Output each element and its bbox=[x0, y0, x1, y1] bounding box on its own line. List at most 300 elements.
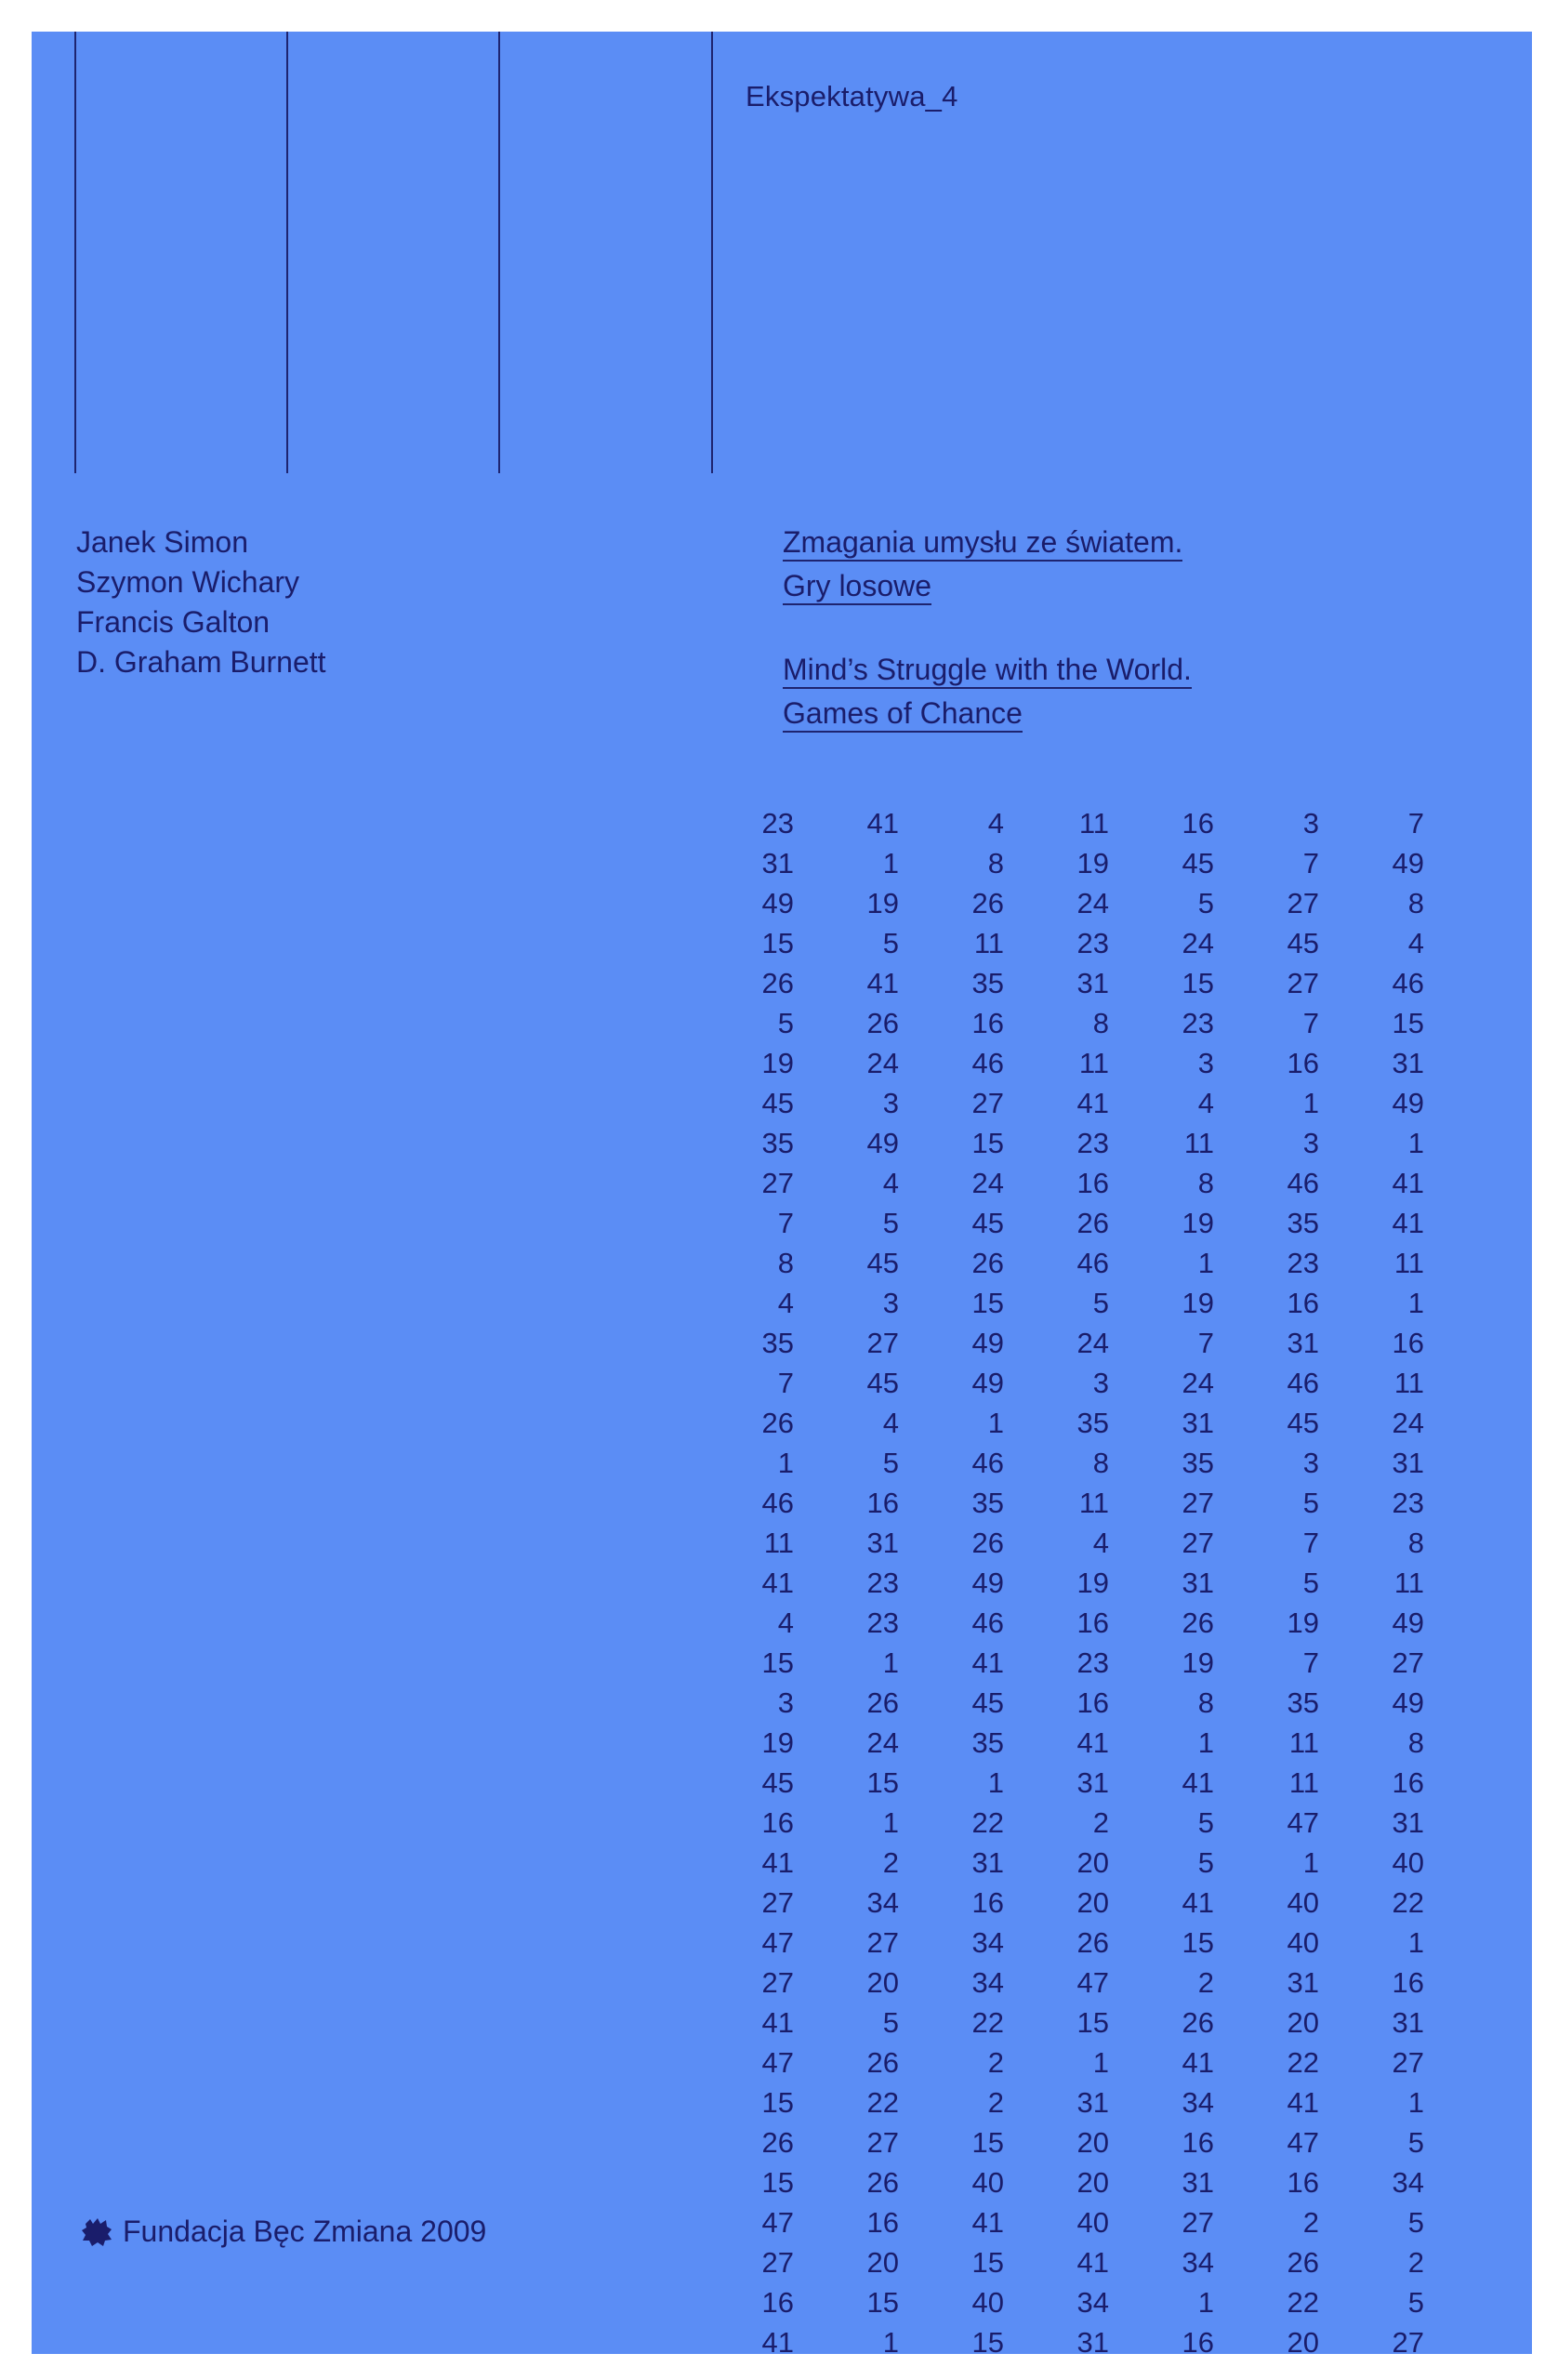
table-row bbox=[738, 2322, 1424, 2362]
number-cell: 24 bbox=[1076, 886, 1109, 919]
number-cell: 5 bbox=[777, 1006, 794, 1039]
number-cell: 26 bbox=[1287, 2245, 1319, 2279]
number-cell: 31 bbox=[971, 1845, 1004, 1879]
number-cell: 31 bbox=[1182, 1406, 1214, 1439]
number-cell: 5 bbox=[1407, 2125, 1424, 2159]
number-cell: 19 bbox=[1182, 1286, 1214, 1319]
number-cell: 2 bbox=[882, 1845, 899, 1879]
number-cell: 5 bbox=[1197, 1805, 1214, 1839]
number-cell: 22 bbox=[971, 1805, 1004, 1839]
number-cell: 35 bbox=[1287, 1206, 1319, 1239]
number-cell: 49 bbox=[971, 1326, 1004, 1359]
number-cell: 34 bbox=[971, 1925, 1004, 1959]
book-titles bbox=[783, 522, 1192, 737]
table-row bbox=[738, 1643, 1424, 1683]
number-cell: 16 bbox=[761, 1805, 794, 1839]
number-cell: 31 bbox=[1076, 2325, 1109, 2359]
number-cell: 7 bbox=[777, 1206, 794, 1239]
number-cell: 41 bbox=[761, 2005, 794, 2039]
number-cell: 26 bbox=[971, 1526, 1004, 1559]
number-cell: 1 bbox=[777, 1446, 794, 1479]
number-cell: 16 bbox=[1076, 1686, 1109, 1719]
number-cell: 41 bbox=[1182, 1765, 1214, 1799]
table-row bbox=[738, 963, 1424, 1003]
number-cell: 15 bbox=[1392, 1006, 1424, 1039]
number-cell: 47 bbox=[761, 2045, 794, 2079]
number-cell: 23 bbox=[1076, 1646, 1109, 1679]
number-cell: 1 bbox=[1302, 1086, 1319, 1119]
number-cell: 1 bbox=[882, 2325, 899, 2359]
author-list bbox=[76, 522, 326, 682]
table-row bbox=[738, 803, 1424, 843]
number-cell: 46 bbox=[971, 1446, 1004, 1479]
number-cell: 16 bbox=[1287, 2165, 1319, 2199]
number-cell: 20 bbox=[866, 1965, 899, 1999]
english-title-line-2: Games of Chance bbox=[783, 695, 1023, 733]
number-cell: 31 bbox=[1392, 1805, 1424, 1839]
number-cell: 35 bbox=[971, 1726, 1004, 1759]
number-cell: 5 bbox=[1302, 1486, 1319, 1519]
number-cell: 26 bbox=[761, 966, 794, 999]
number-cell: 40 bbox=[1076, 2205, 1109, 2239]
number-cell: 3 bbox=[1302, 1446, 1319, 1479]
number-cell: 1 bbox=[882, 1805, 899, 1839]
book-cover bbox=[32, 32, 1532, 2359]
number-cell: 35 bbox=[761, 1126, 794, 1159]
number-cell: 7 bbox=[1407, 806, 1424, 840]
number-cell: 15 bbox=[761, 2165, 794, 2199]
number-cell: 27 bbox=[1392, 2325, 1424, 2359]
number-cell: 16 bbox=[1392, 1765, 1424, 1799]
publisher-name: Fundacja Bęc Zmiana 2009 bbox=[123, 2215, 487, 2248]
table-row bbox=[738, 1883, 1424, 1923]
english-title-line-1: Mind’s Struggle with the World. bbox=[783, 652, 1192, 689]
number-cell: 27 bbox=[761, 1885, 794, 1919]
table-row bbox=[738, 1843, 1424, 1883]
number-cell: 1 bbox=[1302, 1845, 1319, 1879]
number-cell: 35 bbox=[971, 966, 1004, 999]
number-cell: 27 bbox=[761, 1166, 794, 1199]
number-cell: 23 bbox=[761, 806, 794, 840]
table-row bbox=[738, 1963, 1424, 2003]
number-cell: 31 bbox=[1076, 966, 1109, 999]
number-cell: 23 bbox=[1287, 1246, 1319, 1279]
number-cell: 26 bbox=[866, 1686, 899, 1719]
number-cell: 19 bbox=[1076, 1566, 1109, 1599]
number-cell: 11 bbox=[1393, 1246, 1424, 1279]
number-cell: 1 bbox=[1197, 1246, 1214, 1279]
number-cell: 49 bbox=[971, 1566, 1004, 1599]
number-cell: 41 bbox=[1076, 1726, 1109, 1759]
table-row bbox=[738, 1603, 1424, 1643]
number-cell: 22 bbox=[971, 2005, 1004, 2039]
table-row bbox=[738, 1243, 1424, 1283]
table-row bbox=[738, 1923, 1424, 1963]
author-name: Janek Simon bbox=[76, 525, 248, 559]
number-cell: 26 bbox=[761, 2125, 794, 2159]
table-row bbox=[738, 1083, 1424, 1123]
number-cell: 11 bbox=[1393, 1366, 1424, 1399]
number-cell: 35 bbox=[1076, 1406, 1109, 1439]
number-cell: 23 bbox=[866, 1566, 899, 1599]
number-cell: 45 bbox=[866, 1366, 899, 1399]
number-cell: 46 bbox=[1392, 966, 1424, 999]
publisher-logo-icon bbox=[80, 2216, 113, 2248]
number-cell: 15 bbox=[1076, 2005, 1109, 2039]
table-row bbox=[738, 923, 1424, 963]
number-cell: 8 bbox=[1407, 1526, 1424, 1559]
number-cell: 27 bbox=[866, 1925, 899, 1959]
number-cell: 31 bbox=[1076, 2085, 1109, 2119]
number-cell: 26 bbox=[1076, 1206, 1109, 1239]
number-cell: 27 bbox=[866, 1326, 899, 1359]
table-row bbox=[738, 2162, 1424, 2202]
number-cell: 11 bbox=[1288, 1765, 1319, 1799]
number-cell: 16 bbox=[1182, 2125, 1214, 2159]
number-cell: 23 bbox=[1076, 1126, 1109, 1159]
number-cell: 16 bbox=[1076, 1166, 1109, 1199]
number-cell: 1 bbox=[987, 1406, 1004, 1439]
number-cell: 19 bbox=[1076, 846, 1109, 879]
table-row bbox=[738, 1123, 1424, 1163]
number-cell: 15 bbox=[971, 2245, 1004, 2279]
number-cell: 19 bbox=[866, 886, 899, 919]
polish-title-line-2: Gry losowe bbox=[783, 568, 931, 605]
number-cell: 35 bbox=[1287, 1686, 1319, 1719]
number-cell: 8 bbox=[1407, 1726, 1424, 1759]
number-cell: 40 bbox=[971, 2165, 1004, 2199]
number-cell: 15 bbox=[761, 2085, 794, 2119]
number-cell: 4 bbox=[1092, 1526, 1109, 1559]
number-cell: 31 bbox=[761, 846, 794, 879]
number-cell: 5 bbox=[1302, 1566, 1319, 1599]
vertical-rule-4 bbox=[711, 32, 713, 473]
number-cell: 11 bbox=[973, 926, 1004, 959]
number-cell: 45 bbox=[866, 1246, 899, 1279]
number-cell: 19 bbox=[761, 1046, 794, 1079]
table-row bbox=[738, 1563, 1424, 1603]
number-cell: 20 bbox=[1287, 2005, 1319, 2039]
number-cell: 40 bbox=[1392, 1845, 1424, 1879]
number-cell: 16 bbox=[866, 2205, 899, 2239]
number-cell: 24 bbox=[1076, 1326, 1109, 1359]
author-name: D. Graham Burnett bbox=[76, 645, 326, 679]
table-row bbox=[738, 843, 1424, 883]
number-cell: 1 bbox=[1197, 2285, 1214, 2319]
number-cell: 26 bbox=[761, 1406, 794, 1439]
number-cell: 8 bbox=[987, 846, 1004, 879]
number-cell: 3 bbox=[777, 1686, 794, 1719]
number-cell: 1 bbox=[882, 846, 899, 879]
number-cell: 31 bbox=[1392, 1446, 1424, 1479]
number-cell: 27 bbox=[1182, 2205, 1214, 2239]
number-cell: 2 bbox=[987, 2085, 1004, 2119]
number-cell: 47 bbox=[761, 1925, 794, 1959]
number-cell: 15 bbox=[761, 926, 794, 959]
number-cell: 24 bbox=[1392, 1406, 1424, 1439]
random-number-table bbox=[738, 803, 1424, 2362]
number-cell: 5 bbox=[1407, 2285, 1424, 2319]
table-row bbox=[738, 2122, 1424, 2162]
number-cell: 41 bbox=[1287, 2085, 1319, 2119]
number-cell: 15 bbox=[971, 2325, 1004, 2359]
number-cell: 45 bbox=[971, 1206, 1004, 1239]
number-cell: 7 bbox=[1197, 1326, 1214, 1359]
number-cell: 45 bbox=[971, 1686, 1004, 1719]
table-row bbox=[738, 883, 1424, 923]
number-cell: 3 bbox=[882, 1286, 899, 1319]
number-cell: 23 bbox=[866, 1606, 899, 1639]
number-cell: 41 bbox=[866, 806, 899, 840]
number-cell: 26 bbox=[1182, 2005, 1214, 2039]
number-cell: 11 bbox=[1078, 1486, 1109, 1519]
number-cell: 11 bbox=[1078, 806, 1109, 840]
number-cell: 40 bbox=[1287, 1885, 1319, 1919]
number-cell: 26 bbox=[866, 1006, 899, 1039]
number-cell: 49 bbox=[1392, 1606, 1424, 1639]
number-cell: 26 bbox=[1076, 1925, 1109, 1959]
table-row bbox=[738, 1163, 1424, 1203]
number-cell: 20 bbox=[1076, 1885, 1109, 1919]
table-row bbox=[738, 2003, 1424, 2043]
number-cell: 45 bbox=[761, 1765, 794, 1799]
number-cell: 31 bbox=[1392, 1046, 1424, 1079]
number-cell: 7 bbox=[1302, 1526, 1319, 1559]
table-row bbox=[738, 1003, 1424, 1043]
number-cell: 4 bbox=[777, 1286, 794, 1319]
table-row bbox=[738, 1443, 1424, 1483]
number-cell: 7 bbox=[777, 1366, 794, 1399]
number-cell: 34 bbox=[1392, 2165, 1424, 2199]
number-cell: 16 bbox=[866, 1486, 899, 1519]
number-cell: 8 bbox=[1407, 886, 1424, 919]
number-cell: 1 bbox=[1407, 1925, 1424, 1959]
table-row bbox=[738, 2282, 1424, 2322]
number-cell: 15 bbox=[1182, 1925, 1214, 1959]
number-cell: 27 bbox=[1287, 966, 1319, 999]
number-cell: 3 bbox=[1302, 1126, 1319, 1159]
number-cell: 31 bbox=[1182, 1566, 1214, 1599]
number-cell: 23 bbox=[1076, 926, 1109, 959]
number-cell: 16 bbox=[1182, 806, 1214, 840]
number-cell: 2 bbox=[1407, 2245, 1424, 2279]
table-row bbox=[738, 1683, 1424, 1723]
number-cell: 22 bbox=[866, 2085, 899, 2119]
number-cell: 26 bbox=[866, 2045, 899, 2079]
number-cell: 47 bbox=[1076, 1965, 1109, 1999]
number-cell: 19 bbox=[761, 1726, 794, 1759]
number-cell: 27 bbox=[1182, 1526, 1214, 1559]
number-cell: 46 bbox=[971, 1606, 1004, 1639]
number-cell: 46 bbox=[1076, 1246, 1109, 1279]
polish-title-line-1: Zmagania umysłu ze światem. bbox=[783, 524, 1182, 562]
number-cell: 46 bbox=[761, 1486, 794, 1519]
number-cell: 5 bbox=[1092, 1286, 1109, 1319]
number-cell: 41 bbox=[761, 1845, 794, 1879]
number-cell: 41 bbox=[1182, 1885, 1214, 1919]
number-cell: 2 bbox=[1302, 2205, 1319, 2239]
number-cell: 16 bbox=[1392, 1965, 1424, 1999]
number-cell: 7 bbox=[1302, 846, 1319, 879]
number-cell: 11 bbox=[763, 1526, 794, 1559]
number-cell: 8 bbox=[1197, 1166, 1214, 1199]
number-cell: 4 bbox=[777, 1606, 794, 1639]
number-cell: 7 bbox=[1302, 1646, 1319, 1679]
number-cell: 2 bbox=[1092, 1805, 1109, 1839]
number-cell: 19 bbox=[1182, 1646, 1214, 1679]
number-cell: 20 bbox=[1076, 1845, 1109, 1879]
number-cell: 16 bbox=[1076, 1606, 1109, 1639]
table-row bbox=[738, 1483, 1424, 1523]
number-cell: 26 bbox=[971, 1246, 1004, 1279]
table-row bbox=[738, 1763, 1424, 1803]
number-cell: 16 bbox=[761, 2285, 794, 2319]
table-row bbox=[738, 1043, 1424, 1083]
number-cell: 45 bbox=[1287, 926, 1319, 959]
number-cell: 24 bbox=[971, 1166, 1004, 1199]
number-cell: 5 bbox=[1407, 2205, 1424, 2239]
table-row bbox=[738, 1523, 1424, 1563]
number-cell: 27 bbox=[761, 2245, 794, 2279]
number-cell: 45 bbox=[1182, 846, 1214, 879]
number-cell: 49 bbox=[761, 886, 794, 919]
number-cell: 15 bbox=[971, 1286, 1004, 1319]
number-cell: 49 bbox=[1392, 1086, 1424, 1119]
number-cell: 16 bbox=[1287, 1046, 1319, 1079]
number-cell: 5 bbox=[1197, 886, 1214, 919]
number-cell: 2 bbox=[1197, 1965, 1214, 1999]
number-cell: 35 bbox=[971, 1486, 1004, 1519]
table-row bbox=[738, 2242, 1424, 2282]
table-row bbox=[738, 1323, 1424, 1363]
number-cell: 24 bbox=[1182, 926, 1214, 959]
number-cell: 34 bbox=[1076, 2285, 1109, 2319]
publisher-line bbox=[80, 2215, 486, 2249]
number-cell: 31 bbox=[866, 1526, 899, 1559]
number-cell: 41 bbox=[1392, 1166, 1424, 1199]
number-cell: 26 bbox=[971, 886, 1004, 919]
number-cell: 27 bbox=[1392, 2045, 1424, 2079]
number-cell: 5 bbox=[882, 1206, 899, 1239]
number-cell: 41 bbox=[1182, 2045, 1214, 2079]
number-cell: 3 bbox=[1092, 1366, 1109, 1399]
number-cell: 11 bbox=[1078, 1046, 1109, 1079]
number-cell: 5 bbox=[882, 926, 899, 959]
author-name: Szymon Wichary bbox=[76, 565, 300, 599]
number-cell: 34 bbox=[1182, 2245, 1214, 2279]
number-cell: 31 bbox=[1287, 1326, 1319, 1359]
number-cell: 1 bbox=[1407, 2085, 1424, 2119]
number-cell: 20 bbox=[1076, 2125, 1109, 2159]
number-cell: 1 bbox=[1407, 1126, 1424, 1159]
number-cell: 49 bbox=[1392, 1686, 1424, 1719]
number-cell: 31 bbox=[1076, 1765, 1109, 1799]
number-cell: 26 bbox=[1182, 1606, 1214, 1639]
number-cell: 26 bbox=[866, 2165, 899, 2199]
number-cell: 47 bbox=[1287, 2125, 1319, 2159]
number-cell: 41 bbox=[1076, 1086, 1109, 1119]
number-cell: 20 bbox=[866, 2245, 899, 2279]
table-row bbox=[738, 1203, 1424, 1243]
number-cell: 2 bbox=[987, 2045, 1004, 2079]
number-cell: 20 bbox=[1076, 2165, 1109, 2199]
number-cell: 34 bbox=[866, 1885, 899, 1919]
number-cell: 27 bbox=[971, 1086, 1004, 1119]
number-cell: 41 bbox=[866, 966, 899, 999]
number-cell: 5 bbox=[882, 2005, 899, 2039]
number-cell: 40 bbox=[971, 2285, 1004, 2319]
table-row bbox=[738, 1803, 1424, 1843]
number-cell: 46 bbox=[1287, 1366, 1319, 1399]
number-cell: 4 bbox=[882, 1166, 899, 1199]
number-cell: 15 bbox=[866, 2285, 899, 2319]
number-cell: 49 bbox=[1392, 846, 1424, 879]
number-cell: 31 bbox=[1392, 2005, 1424, 2039]
number-cell: 34 bbox=[1182, 2085, 1214, 2119]
number-cell: 19 bbox=[1182, 1206, 1214, 1239]
table-row bbox=[738, 1723, 1424, 1763]
number-cell: 11 bbox=[1183, 1126, 1214, 1159]
number-cell: 16 bbox=[1392, 1326, 1424, 1359]
number-cell: 47 bbox=[1287, 1805, 1319, 1839]
number-cell: 41 bbox=[1392, 1206, 1424, 1239]
number-cell: 16 bbox=[1287, 1286, 1319, 1319]
number-cell: 27 bbox=[1392, 1646, 1424, 1679]
number-cell: 4 bbox=[882, 1406, 899, 1439]
table-row bbox=[738, 2043, 1424, 2082]
table-row bbox=[738, 1283, 1424, 1323]
table-row bbox=[738, 1403, 1424, 1443]
number-cell: 15 bbox=[866, 1765, 899, 1799]
number-cell: 46 bbox=[971, 1046, 1004, 1079]
number-cell: 16 bbox=[1182, 2325, 1214, 2359]
number-cell: 41 bbox=[971, 2205, 1004, 2239]
number-cell: 15 bbox=[971, 1126, 1004, 1159]
number-cell: 31 bbox=[1287, 1965, 1319, 1999]
vertical-rule-3 bbox=[498, 32, 500, 473]
number-cell: 1 bbox=[1197, 1726, 1214, 1759]
number-cell: 34 bbox=[971, 1965, 1004, 1999]
vertical-rule-2 bbox=[286, 32, 288, 473]
number-cell: 15 bbox=[761, 1646, 794, 1679]
number-cell: 3 bbox=[1302, 806, 1319, 840]
series-title: Ekspektatywa_4 bbox=[746, 80, 958, 112]
number-cell: 27 bbox=[1287, 886, 1319, 919]
number-cell: 35 bbox=[1182, 1446, 1214, 1479]
number-cell: 19 bbox=[1287, 1606, 1319, 1639]
number-cell: 5 bbox=[1197, 1845, 1214, 1879]
number-cell: 20 bbox=[1287, 2325, 1319, 2359]
number-cell: 23 bbox=[1182, 1006, 1214, 1039]
number-cell: 4 bbox=[1197, 1086, 1214, 1119]
number-cell: 24 bbox=[866, 1046, 899, 1079]
number-cell: 27 bbox=[866, 2125, 899, 2159]
number-cell: 3 bbox=[1197, 1046, 1214, 1079]
table-row bbox=[738, 2202, 1424, 2242]
table-row bbox=[738, 2082, 1424, 2122]
table-row bbox=[738, 1363, 1424, 1403]
number-cell: 24 bbox=[1182, 1366, 1214, 1399]
number-cell: 5 bbox=[882, 1446, 899, 1479]
number-cell: 41 bbox=[761, 1566, 794, 1599]
number-cell: 31 bbox=[1182, 2165, 1214, 2199]
number-cell: 35 bbox=[761, 1326, 794, 1359]
number-cell: 7 bbox=[1302, 1006, 1319, 1039]
number-cell: 45 bbox=[1287, 1406, 1319, 1439]
number-cell: 27 bbox=[761, 1965, 794, 1999]
number-cell: 15 bbox=[971, 2125, 1004, 2159]
number-cell: 8 bbox=[1092, 1446, 1109, 1479]
